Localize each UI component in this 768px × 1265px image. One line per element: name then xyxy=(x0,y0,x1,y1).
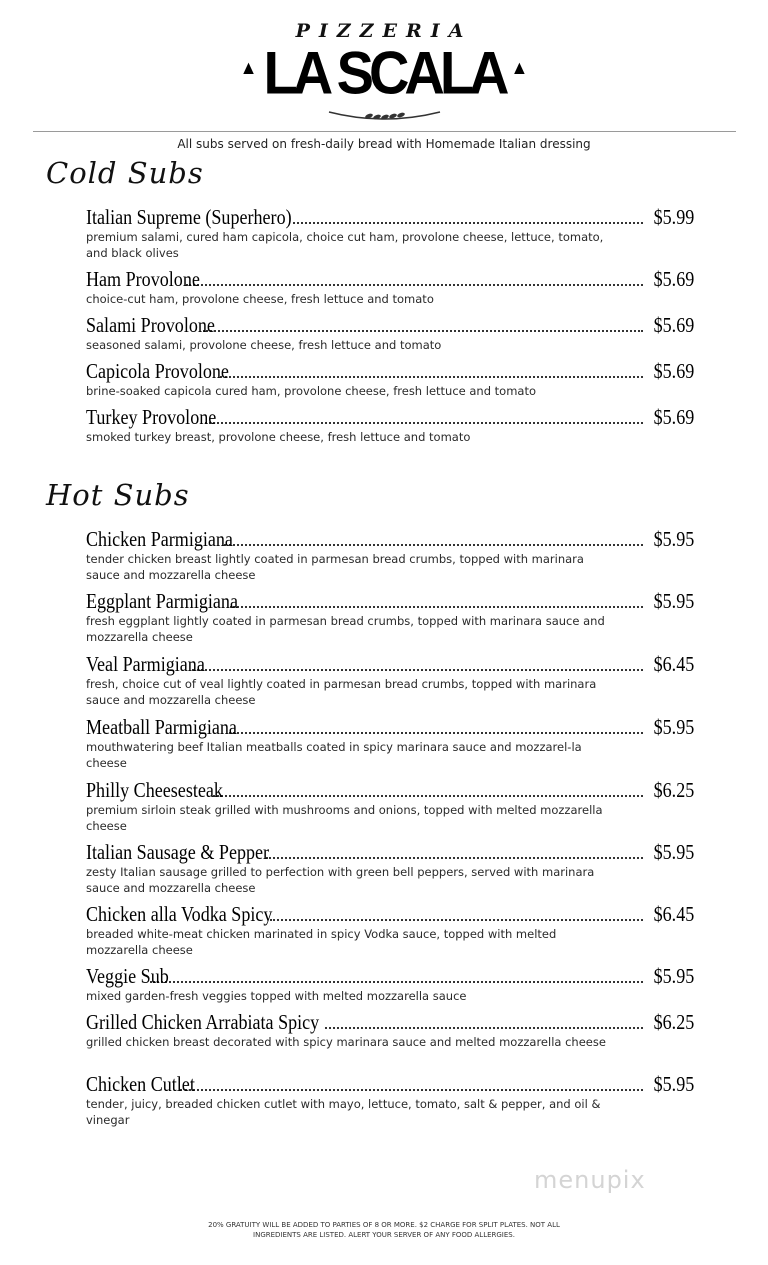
item-name: Italian Supreme (Superhero) xyxy=(86,205,292,229)
item-description: fresh eggplant lightly coated in parmesan bread crumbs, topped with marinara sauce and mozzarella cheese xyxy=(86,614,605,644)
menu-item xyxy=(86,205,694,261)
menu-item xyxy=(86,1010,694,1050)
menu-item xyxy=(86,359,694,399)
item-price: $5.95 xyxy=(653,589,694,613)
item-price: $5.69 xyxy=(653,405,694,429)
item-price: $6.25 xyxy=(653,1010,694,1034)
dot-leader xyxy=(325,1026,643,1029)
item-name: Chicken Parmigiana xyxy=(86,527,233,551)
dot-leader xyxy=(180,1088,643,1091)
dot-leader xyxy=(270,918,642,921)
menu-header xyxy=(0,0,768,132)
item-price: $5.95 xyxy=(653,964,694,988)
dot-leader xyxy=(230,605,643,608)
item-description: premium sirloin steak grilled with mushrooms and onions, topped with melted mozzarella cheese xyxy=(86,803,603,833)
item-name: Eggplant Parmigiana xyxy=(86,589,238,613)
dot-leader xyxy=(229,731,643,734)
item-description: tender, juicy, breaded chicken cutlet with mayo, lettuce, tomato, salt & pepper, and oil & vinegar xyxy=(86,1097,601,1127)
item-description: seasoned salami, provolone cheese, fresh lettuce and tomato xyxy=(86,338,442,352)
menu-item xyxy=(86,313,694,353)
item-name: Ham Provolone xyxy=(86,267,200,291)
item-price: $5.69 xyxy=(653,359,694,383)
item-name: Philly Cheesesteak xyxy=(86,778,223,802)
intro-note: All subs served on fresh-daily bread with Homemade Italian dressing xyxy=(177,137,591,151)
item-name: Capicola Provolone xyxy=(86,359,229,383)
dot-leader xyxy=(213,794,643,797)
dot-leader xyxy=(205,421,643,424)
header-divider xyxy=(33,131,736,132)
item-price: $6.45 xyxy=(653,652,694,676)
menu-item xyxy=(86,715,694,771)
menu-item xyxy=(86,405,694,445)
menu-item xyxy=(86,527,694,583)
item-price: $5.95 xyxy=(653,715,694,739)
item-description: brine-soaked capicola cured ham, provolone cheese, fresh lettuce and tomato xyxy=(86,384,537,398)
item-price: $6.45 xyxy=(653,902,694,926)
logo-flourish-right: ▲ xyxy=(510,56,529,79)
item-price: $5.69 xyxy=(653,267,694,291)
section-title-hot-subs: Hot Subs xyxy=(46,478,190,512)
item-description: premium salami, cured ham capicola, choice cut ham, provolone cheese, lettuce, tomato, and black olives xyxy=(86,230,604,260)
menu-item xyxy=(86,778,694,834)
item-name: Chicken alla Vodka Spicy xyxy=(86,902,273,926)
item-description: mouthwatering beef Italian meatballs coated in spicy marinara sauce and mozzarel-la cheese xyxy=(86,740,582,770)
item-name: Grilled Chicken Arrabiata Spicy xyxy=(86,1010,320,1034)
item-name: Salami Provolone xyxy=(86,313,215,337)
dot-leader xyxy=(186,283,643,286)
item-name: Veal Parmigiana xyxy=(86,652,205,676)
item-description: choice-cut ham, provolone cheese, fresh lettuce and tomato xyxy=(86,292,434,306)
dot-leader xyxy=(192,668,643,671)
dot-leader xyxy=(150,980,643,983)
brand-logo xyxy=(0,37,768,107)
dot-leader xyxy=(224,543,642,546)
menu-item xyxy=(86,840,694,896)
item-description: smoked turkey breast, provolone cheese, fresh lettuce and tomato xyxy=(86,430,471,444)
brand-name: LA SCALA xyxy=(263,38,505,107)
item-name: Meatball Parmigiana xyxy=(86,715,237,739)
item-price: $5.95 xyxy=(653,527,694,551)
logo-flourish-left: ▲ xyxy=(239,56,258,79)
menu-item xyxy=(86,652,694,708)
menu-item xyxy=(86,267,694,307)
item-name: Veggie Sub xyxy=(86,964,169,988)
wheat-icon xyxy=(327,104,442,124)
item-price: $5.95 xyxy=(653,1072,694,1096)
menu-item xyxy=(86,902,694,958)
item-price: $6.25 xyxy=(653,778,694,802)
item-description: mixed garden-fresh veggies topped with melted mozzarella sauce xyxy=(86,989,467,1003)
item-name: Turkey Provolone xyxy=(86,405,217,429)
item-price: $5.99 xyxy=(653,205,694,229)
item-description: grilled chicken breast decorated with spicy marinara sauce and melted mozzarella cheese xyxy=(86,1035,606,1049)
item-description: breaded white-meat chicken marinated in spicy Vodka sauce, topped with melted mozzarella cheese xyxy=(86,927,557,957)
dot-leader xyxy=(293,221,643,224)
item-name: Italian Sausage & Pepper xyxy=(86,840,270,864)
item-description: zesty Italian sausage grilled to perfection with green bell peppers, served with marinara sauce and mozzarella cheese xyxy=(86,865,595,895)
item-description: fresh, choice cut of veal lightly coated in parmesan bread crumbs, topped with marinara sauce and mozzarella cheese xyxy=(86,677,597,707)
menupix-watermark: menupix xyxy=(534,1166,646,1194)
dot-leader xyxy=(203,329,642,332)
section-title-cold-subs: Cold Subs xyxy=(46,156,204,190)
dot-leader xyxy=(266,856,642,859)
item-price: $5.95 xyxy=(653,840,694,864)
item-price: $5.69 xyxy=(653,313,694,337)
menu-item xyxy=(86,589,694,645)
brand-subtitle: PIZZERIA xyxy=(295,20,473,42)
item-description: tender chicken breast lightly coated in parmesan bread crumbs, topped with marinara sauce and mozzarella cheese xyxy=(86,552,584,582)
footer-note: 20% GRATUITY WILL BE ADDED TO PARTIES OF 8 OR MORE. $2 CHARGE FOR SPLIT PLATES. NOT ALL INGREDIENTS ARE LISTED. ALERT YOUR SERVER OF ANY FOOD ALLERGIES. xyxy=(208,1221,560,1239)
dot-leader xyxy=(220,375,643,378)
menu-item xyxy=(86,964,694,1004)
menu-item xyxy=(86,1072,694,1128)
item-name: Chicken Cutlet xyxy=(86,1072,195,1096)
